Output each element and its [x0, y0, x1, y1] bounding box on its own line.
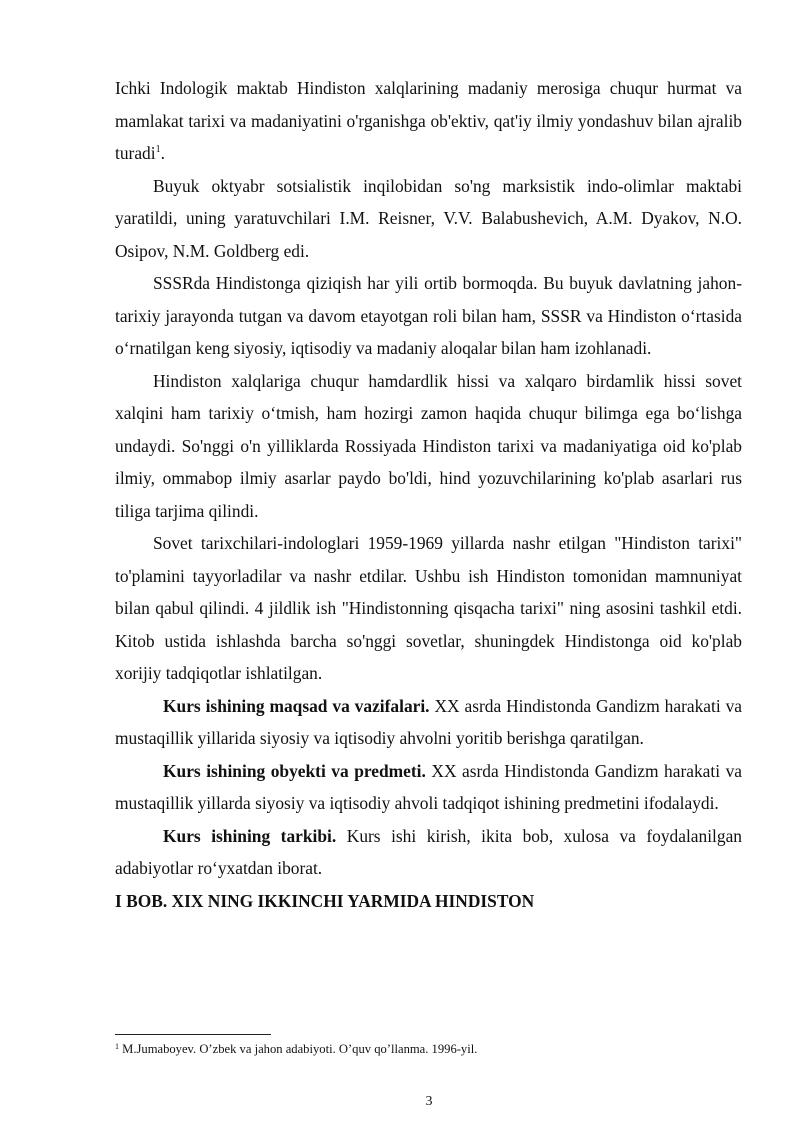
- footnote-divider: [115, 1034, 271, 1035]
- object-heading: Kurs ishining obyekti va predmeti.: [163, 760, 426, 781]
- structure-heading: Kurs ishining tarkibi.: [163, 825, 337, 846]
- page-number: 3: [425, 1094, 433, 1109]
- footnote-number: 1: [115, 1042, 119, 1051]
- goals-text: XX asrda Hindistonda Gandizm harakati va mustaqillik yillarida siyosiy va iqtisodiy ahvolni yoritib berishga qaratilgan.: [115, 695, 742, 748]
- paragraph-1-text: Ichki Indologik maktab Hindiston xalqlarining madaniy merosiga chuqur hurmat va mamlakat tarixi va madaniyatini o'rganishga ob'ektiv, qat'iy ilmiy yondashuv bilan ajralib turadi: [115, 78, 742, 163]
- object-text: XX asrda Hindistonda Gandizm harakati va mustaqillik yillarda siyosiy va iqtisodiy ahvoli tadqiqot ishining predmetini ifodalaydi.: [115, 760, 742, 813]
- footnote-text: M.Jumaboyev. O’zbek va jahon adabiyoti. O’quv qo’llanma. 1996-yil.: [119, 1042, 478, 1056]
- footnote-marker[interactable]: 1: [155, 144, 161, 155]
- paragraph-1: [115, 72, 742, 170]
- paragraph-2: Buyuk oktyabr sotsialistik inqilobidan so'ng marksistik indo-olimlar maktabi yaratildi, uning yaratuvchilari I.M. Reisner, V.V. Balabushevich, A.M. Dyakov, N.O. Osipov, N.M. Goldberg edi.: [115, 175, 742, 261]
- paragraph-structure: [115, 820, 742, 885]
- paragraph-3: SSSRda Hindistonga qiziqish har yili ortib bormoqda. Bu buyuk davlatning jahon-tarixiy jarayonda tutgan va davom etayotgan roli bilan ham, SSSR va Hindiston o‘rtasida o‘rnatilgan keng siyosiy, iqtisodiy va madaniy aloqalar bilan ham izohlanadi.: [115, 273, 742, 358]
- paragraph-1-end: .: [160, 143, 165, 163]
- paragraph-object: [115, 755, 742, 820]
- body-text: [115, 72, 742, 917]
- paragraph-5: Sovet tarixchilari-indologlari 1959-1969 yillarda nashr etilgan "Hindiston tarixi" to'plamini tayyorladilar va nashr etdilar. Ushbu ish Hindiston tomonidan mamnuniyat bilan qabul qilindi. 4 jildlik ish "Hindistonning qisqacha tarixi" ning asosini tashkil etdi. Kitob ustida ishlashda barcha so'nggi sovetlar, shuningdek Hindistonga oid ko'plab xorijiy tadqiqotlar ishlatilgan.: [115, 533, 742, 683]
- chapter-heading: I BOB. XIX NING IKKINCHI YARMIDA HINDISTON: [115, 890, 535, 911]
- structure-text: Kurs ishi kirish, ikita bob, xulosa va foydalanilgan adabiyotlar ro‘yxatdan iborat.: [115, 825, 742, 878]
- paragraph-goals: [115, 690, 742, 755]
- paragraph-4: Hindiston xalqlariga chuqur hamdardlik hissi va xalqaro birdamlik hissi sovet xalqini ham tarixiy o‘tmish, ham hozirgi zamon haqida chuqur bilimga ega bo‘lishga undaydi. So'nggi o'n yilliklarda Rossiyada Hindiston tarixi va madaniyatiga oid ko'plab ilmiy, ommabop ilmiy asarlar paydo bo'ldi, hind yozuvchilarining ko'plab asarlari rus tiliga tarjima qilindi.: [115, 370, 742, 521]
- goals-heading: Kurs ishining maqsad va vazifalari.: [163, 695, 430, 716]
- footnote: [115, 1041, 742, 1057]
